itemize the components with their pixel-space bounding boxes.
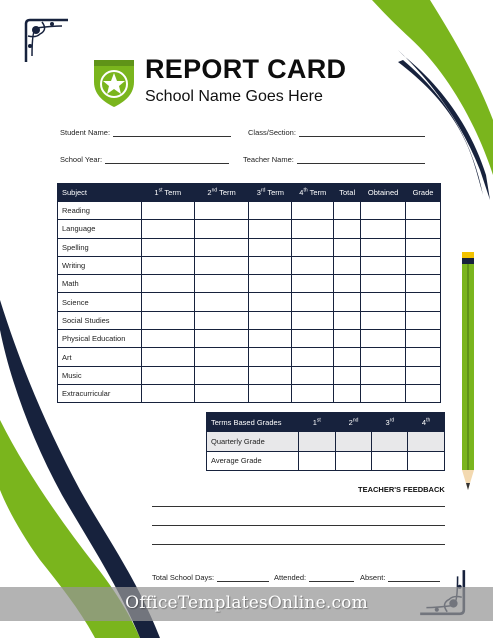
grade-cell[interactable] xyxy=(361,311,406,329)
term-col-2: 2nd xyxy=(335,413,372,432)
subject-row xyxy=(58,220,441,238)
grade-cell[interactable] xyxy=(194,293,249,311)
total-days-field[interactable] xyxy=(152,573,269,582)
grade-cell[interactable] xyxy=(361,256,406,274)
grade-cell[interactable] xyxy=(194,220,249,238)
class-section-field[interactable] xyxy=(248,128,425,137)
grade-cell[interactable] xyxy=(361,275,406,293)
feedback-line[interactable] xyxy=(152,525,445,526)
grade-cell[interactable] xyxy=(406,330,441,348)
grade-cell[interactable] xyxy=(334,311,361,329)
grade-cell[interactable] xyxy=(292,384,334,402)
student-name-label: Student Name: xyxy=(60,128,111,137)
grade-cell[interactable] xyxy=(194,202,249,220)
grades-header-row xyxy=(58,184,441,202)
grade-cell[interactable] xyxy=(249,220,292,238)
teacher-name-label: Teacher Name: xyxy=(243,155,294,164)
subject-name: Writing xyxy=(58,256,142,274)
subject-name: Spelling xyxy=(58,238,142,256)
term-1-header: 1st Term xyxy=(141,184,194,202)
grade-cell[interactable] xyxy=(141,311,194,329)
teacher-name-field[interactable] xyxy=(243,155,425,164)
subject-name: Math xyxy=(58,275,142,293)
terms-grades-table xyxy=(206,412,445,471)
subject-row xyxy=(58,238,441,256)
grade-cell[interactable] xyxy=(141,275,194,293)
subject-name: Science xyxy=(58,293,142,311)
grade-cell[interactable] xyxy=(249,348,292,366)
subject-header: Subject xyxy=(58,184,142,202)
grade-cell[interactable] xyxy=(334,256,361,274)
grade-cell[interactable] xyxy=(361,348,406,366)
grade-cell[interactable] xyxy=(141,220,194,238)
term-2-header: 2nd Term xyxy=(194,184,249,202)
grade-cell[interactable] xyxy=(194,330,249,348)
grade-cell[interactable] xyxy=(408,432,445,452)
total-header: Total xyxy=(334,184,361,202)
grade-cell[interactable] xyxy=(406,275,441,293)
school-year-line[interactable] xyxy=(105,156,229,164)
term-3-header: 3rd Term xyxy=(249,184,292,202)
quarterly-grade-row xyxy=(207,432,445,452)
student-name-field[interactable] xyxy=(60,128,231,137)
terms-based-grades-header: Terms Based Grades xyxy=(207,413,299,432)
class-section-line[interactable] xyxy=(299,129,425,137)
grade-cell[interactable] xyxy=(298,432,335,452)
grade-cell[interactable] xyxy=(334,330,361,348)
grade-cell[interactable] xyxy=(406,293,441,311)
quarterly-grade-label: Quarterly Grade xyxy=(207,432,299,452)
subject-row xyxy=(58,256,441,274)
subject-row xyxy=(58,202,441,220)
grade-cell[interactable] xyxy=(292,238,334,256)
grade-cell[interactable] xyxy=(292,220,334,238)
watermark-text: OfficeTemplatesOnline.com xyxy=(125,593,368,613)
subject-name: Language xyxy=(58,220,142,238)
subject-name: Music xyxy=(58,366,142,384)
grade-cell[interactable] xyxy=(292,330,334,348)
absent-label: Absent: xyxy=(360,573,386,582)
grade-cell[interactable] xyxy=(141,366,194,384)
school-year-label: School Year: xyxy=(60,155,103,164)
grade-cell[interactable] xyxy=(334,348,361,366)
grade-cell[interactable] xyxy=(249,311,292,329)
grade-cell[interactable] xyxy=(334,202,361,220)
absent-field[interactable] xyxy=(360,573,440,582)
grade-cell[interactable] xyxy=(335,451,372,471)
subject-name: Art xyxy=(58,348,142,366)
shield-star-icon xyxy=(92,56,136,108)
grade-cell[interactable] xyxy=(249,366,292,384)
school-year-field[interactable] xyxy=(60,155,229,164)
grade-cell[interactable] xyxy=(361,366,406,384)
subject-row xyxy=(58,330,441,348)
grade-cell[interactable] xyxy=(194,311,249,329)
page-title: REPORT CARD xyxy=(145,54,347,84)
term-col-3: 3rd xyxy=(372,413,408,432)
terms-header-row xyxy=(207,413,445,432)
grade-cell[interactable] xyxy=(334,238,361,256)
term-col-4: 4th xyxy=(408,413,445,432)
grade-cell[interactable] xyxy=(194,384,249,402)
attended-line[interactable] xyxy=(309,574,354,582)
grade-cell[interactable] xyxy=(141,384,194,402)
grade-cell[interactable] xyxy=(141,202,194,220)
grade-cell[interactable] xyxy=(292,366,334,384)
grade-cell[interactable] xyxy=(141,348,194,366)
subject-name: Social Studies xyxy=(58,311,142,329)
subject-row xyxy=(58,366,441,384)
grade-cell[interactable] xyxy=(372,451,408,471)
grade-cell[interactable] xyxy=(249,256,292,274)
attended-label: Attended: xyxy=(274,573,307,582)
grade-cell[interactable] xyxy=(406,348,441,366)
average-grade-row xyxy=(207,451,445,471)
grade-cell[interactable] xyxy=(298,451,335,471)
grade-cell[interactable] xyxy=(406,220,441,238)
attended-field[interactable] xyxy=(274,573,354,582)
obtained-header: Obtained xyxy=(361,184,406,202)
subject-row xyxy=(58,293,441,311)
grade-cell[interactable] xyxy=(406,256,441,274)
grade-cell[interactable] xyxy=(361,293,406,311)
term-4-header: 4th Term xyxy=(292,184,334,202)
grades-body xyxy=(58,202,441,403)
grade-cell[interactable] xyxy=(406,311,441,329)
grade-cell[interactable] xyxy=(334,220,361,238)
grade-cell[interactable] xyxy=(249,330,292,348)
school-name: School Name Goes Here xyxy=(145,88,323,105)
grade-cell[interactable] xyxy=(141,293,194,311)
teacher-name-line[interactable] xyxy=(297,156,425,164)
grade-cell[interactable] xyxy=(361,384,406,402)
grade-cell[interactable] xyxy=(406,238,441,256)
grade-cell[interactable] xyxy=(249,238,292,256)
grade-cell[interactable] xyxy=(249,384,292,402)
grade-cell[interactable] xyxy=(194,366,249,384)
grade-cell[interactable] xyxy=(361,330,406,348)
grade-cell[interactable] xyxy=(292,348,334,366)
grade-cell[interactable] xyxy=(141,238,194,256)
term-col-1: 1st xyxy=(298,413,335,432)
grade-cell[interactable] xyxy=(406,366,441,384)
subject-row xyxy=(58,275,441,293)
grade-cell[interactable] xyxy=(249,202,292,220)
grade-cell[interactable] xyxy=(361,238,406,256)
grade-cell[interactable] xyxy=(334,366,361,384)
subject-row xyxy=(58,348,441,366)
grade-cell[interactable] xyxy=(141,256,194,274)
grade-cell[interactable] xyxy=(292,311,334,329)
grade-cell[interactable] xyxy=(406,384,441,402)
grade-cell[interactable] xyxy=(335,432,372,452)
subject-row xyxy=(58,384,441,402)
subject-name: Physical Education xyxy=(58,330,142,348)
class-section-label: Class/Section: xyxy=(248,128,296,137)
grade-cell[interactable] xyxy=(141,330,194,348)
grade-cell[interactable] xyxy=(334,384,361,402)
grade-cell[interactable] xyxy=(194,256,249,274)
average-grade-label: Average Grade xyxy=(207,451,299,471)
total-days-line[interactable] xyxy=(217,574,269,582)
student-name-line[interactable] xyxy=(113,129,231,137)
grade-cell[interactable] xyxy=(334,293,361,311)
grade-cell[interactable] xyxy=(194,238,249,256)
feedback-line[interactable] xyxy=(152,506,445,507)
grade-cell[interactable] xyxy=(292,202,334,220)
subject-name: Reading xyxy=(58,202,142,220)
grade-cell[interactable] xyxy=(406,202,441,220)
grade-cell[interactable] xyxy=(249,275,292,293)
grade-cell[interactable] xyxy=(361,220,406,238)
grade-header: Grade xyxy=(406,184,441,202)
grade-cell[interactable] xyxy=(372,432,408,452)
grades-table xyxy=(57,183,441,403)
grade-cell[interactable] xyxy=(249,293,292,311)
grade-cell[interactable] xyxy=(292,275,334,293)
pencil-icon xyxy=(460,252,476,496)
grade-cell[interactable] xyxy=(361,202,406,220)
grade-cell[interactable] xyxy=(334,275,361,293)
grade-cell[interactable] xyxy=(194,275,249,293)
absent-line[interactable] xyxy=(388,574,440,582)
total-days-label: Total School Days: xyxy=(152,573,215,582)
grade-cell[interactable] xyxy=(292,293,334,311)
feedback-line[interactable] xyxy=(152,544,445,545)
grade-cell[interactable] xyxy=(408,451,445,471)
flourish-corner-icon xyxy=(22,16,72,66)
grade-cell[interactable] xyxy=(194,348,249,366)
subject-name: Extracurricular xyxy=(58,384,142,402)
feedback-title: TEACHER'S FEEDBACK xyxy=(358,485,445,494)
subject-row xyxy=(58,311,441,329)
grade-cell[interactable] xyxy=(292,256,334,274)
